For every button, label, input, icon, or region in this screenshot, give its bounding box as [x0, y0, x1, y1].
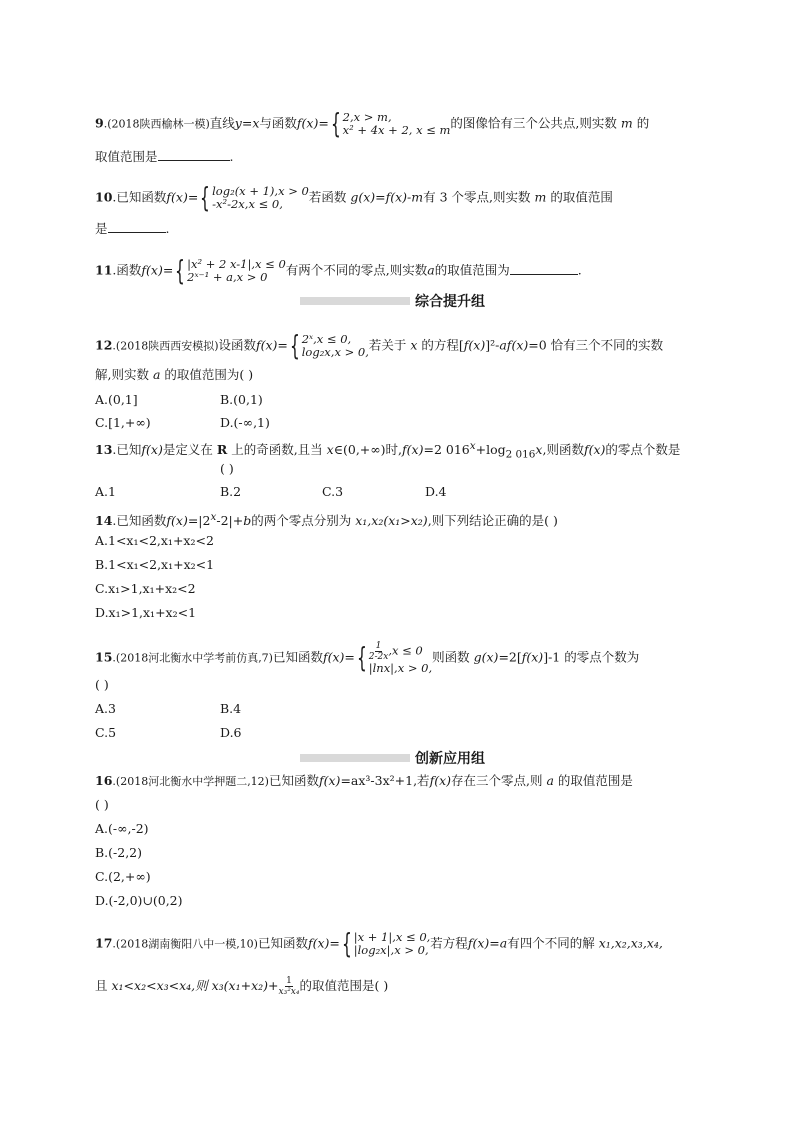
q14-option-b[interactable]: B.1<x₁<2,x₁+x₂<1: [95, 557, 215, 572]
q12-line2: [95, 367, 253, 383]
q12-text-d: ]²-: [485, 337, 500, 353]
q15-fraction: [369, 641, 389, 662]
var-fx: f(x): [521, 649, 544, 665]
q12-option-c[interactable]: C.[1,+∞): [95, 415, 151, 430]
q16-option-b[interactable]: B.(-2,2): [95, 845, 143, 860]
q13-line1: [95, 438, 680, 463]
var-x: x: [410, 337, 418, 353]
q16-paren: ( ): [95, 797, 109, 812]
q10-text-c: 有 3 个零点,则实数: [423, 189, 531, 205]
q12-text-c: 的方程[: [421, 337, 464, 353]
q13-option-d[interactable]: D.4: [425, 484, 447, 499]
q9-line1: 9.(2018陕西榆林一模)直线y=x与函数f(x)= { 2,x > m, x² + 4x + 2, x ≤ m 的图像恰有三个公共点,则实数 m 的: [95, 107, 650, 140]
q12-piecewise: { 2ˣ,x ≤ 0, log₂x,x > 0,: [289, 329, 369, 362]
q9-number: 9: [95, 115, 104, 131]
var-a: a: [546, 773, 554, 788]
q13-text-f: +log: [475, 442, 506, 458]
q16-text-d: 的取值范围是: [557, 773, 633, 788]
q12-text-e: =0 恰有三个不同的实数: [528, 337, 664, 353]
q12-line1: [95, 329, 664, 362]
q17-roots: x₁,x₂,x₃,x₄,: [598, 935, 663, 951]
q12-text-a: 设函数: [218, 337, 256, 353]
q10-text-b: 若函数: [308, 189, 347, 205]
q17-text-a: 已知函数: [257, 935, 308, 951]
q17-text-c: =: [489, 935, 500, 951]
q15-option-b[interactable]: B.4: [220, 701, 242, 716]
q15-option-c[interactable]: C.5: [95, 725, 117, 740]
q17-piecewise: { |x + 1|,x ≤ 0, |log₂x|,x > 0,: [341, 927, 431, 960]
var-y: y: [234, 115, 242, 131]
section-title: 综合提升组: [415, 294, 485, 310]
q13-option-c[interactable]: C.3: [322, 484, 344, 499]
q14-text-e: ,则下列结论正确的是( ): [427, 513, 558, 529]
q17-frac-den: x₃²x₄: [278, 987, 300, 997]
q11-f-eq: f(x)=: [141, 262, 174, 278]
q9-text-d: 的: [636, 115, 650, 131]
q12-text-b: 若关于: [368, 337, 407, 353]
q13-option-a[interactable]: A.1: [95, 484, 116, 499]
q11-case2: 2ˣ⁻¹ + a,x > 0: [187, 270, 268, 284]
q15-case2: |lnx|,x > 0,: [368, 661, 433, 675]
q13-text-i: 的零点个数是: [605, 442, 681, 458]
q13-R: R: [216, 442, 228, 458]
q16-line1: [95, 773, 633, 790]
q11-text-c: 的取值范围为: [434, 262, 510, 278]
q14-option-a[interactable]: A.1<x₁<2,x₁+x₂<2: [95, 533, 214, 548]
q11-answer-blank[interactable]: [510, 262, 578, 275]
q17-case1: |x + 1|,x ≤ 0,: [353, 930, 431, 944]
q9-case1: 2,x > m,: [342, 110, 392, 124]
q10-line2: 是 .: [95, 221, 170, 236]
q16-number: 16: [95, 773, 113, 788]
section-bar: [300, 754, 410, 762]
q14-text-b: =|2: [187, 513, 211, 529]
q15-text-a: 已知函数: [272, 649, 323, 665]
q17-source: .(2018湖南衡阳八中一模,10): [112, 937, 258, 951]
var-m: m: [534, 189, 547, 205]
q15-text-b: 则函数: [432, 649, 470, 665]
var-gx: g(x): [473, 649, 499, 665]
section-header-comprehensive: [300, 291, 540, 309]
var-fx: f(x): [141, 442, 163, 458]
q16-option-d[interactable]: D.(-2,0)∪(0,2): [95, 893, 183, 908]
q10-text-d: 的取值范围: [550, 189, 613, 205]
q17-line2c: x₃(x₁+x₂)+: [211, 978, 279, 993]
q9-f-eq: f(x)=: [296, 115, 329, 131]
var-fx: f(x): [429, 773, 451, 788]
q13-text-c: 上的奇函数,且当: [231, 442, 323, 458]
q17-fraction: [279, 976, 300, 997]
q14-line1: [95, 509, 558, 529]
q10-line2-text: 是: [95, 221, 108, 236]
q13-text-h: ,则函数: [542, 442, 584, 458]
q14-option-d[interactable]: D.x₁>1,x₁+x₂<1: [95, 605, 197, 620]
q12-case2: log₂x,x > 0,: [301, 345, 369, 359]
q16-text-b: =ax³-3x²+1,若: [340, 773, 430, 788]
q17-case2: |log₂x|,x > 0,: [353, 943, 429, 957]
q16-source: .(2018河北衡水中学押题二,12): [112, 775, 269, 788]
var-fx: f(x): [467, 935, 490, 951]
q14-number: 14: [95, 513, 113, 529]
q17-line2a: 且: [95, 978, 108, 993]
q16-text-a: 已知函数: [268, 773, 319, 788]
q11-piecewise: { |x² + 2 x-1|,x ≤ 0 2ˣ⁻¹ + a,x > 0: [175, 254, 286, 287]
var-fx: f(x): [463, 337, 486, 353]
q9-line2: 取值范围是 .: [95, 149, 234, 164]
q14-text-d: 的两个零点分别为: [251, 513, 352, 529]
var-fx: f(x): [319, 773, 341, 788]
q12-number: 12: [95, 337, 113, 353]
q10-piecewise: { log₂(x + 1),x > 0 -x²-2x,x ≤ 0,: [200, 181, 309, 214]
q12-case1: 2ˣ,x ≤ 0,: [301, 332, 352, 346]
q15-frac-num: 1: [375, 641, 382, 651]
q11-number: 11: [95, 262, 113, 278]
q14-roots: x₁,x₂(x₁>x₂): [355, 513, 428, 529]
q15-piecewise: { $\frac{1}{2-2x}$ ,x ≤ 0 |lnx|,x > 0,: [356, 641, 433, 675]
q16-option-c[interactable]: C.(2,+∞): [95, 869, 151, 884]
q12-f-eq: f(x)=: [256, 337, 288, 353]
q11-line1: 11.函数f(x)= { |x² + 2 x-1|,x ≤ 0 2ˣ⁻¹ + a,x > 0 有两个不同的零点,则实数a的取值范围为 .: [95, 254, 582, 287]
section-title: 创新应用组: [415, 751, 485, 767]
q15-number: 15: [95, 649, 113, 665]
q15-f-eq: f(x)=: [323, 649, 355, 665]
q15-option-d[interactable]: D.6: [220, 725, 242, 740]
var-x: x: [326, 442, 334, 458]
q16-option-a[interactable]: A.(-∞,-2): [95, 821, 149, 836]
var-x: x: [535, 442, 543, 458]
q10-answer-blank[interactable]: [108, 220, 166, 233]
q10-f-eq: f(x)=: [166, 189, 199, 205]
q13-paren: ( ): [220, 461, 234, 476]
var-fx: f(x): [402, 442, 424, 458]
q13-option-b[interactable]: B.2: [220, 484, 242, 499]
q13-text-b: 是定义在: [162, 442, 213, 458]
var-a: a: [152, 367, 161, 382]
q12-option-b[interactable]: B.(0,1): [220, 392, 263, 407]
q10-case1: log₂(x + 1),x > 0: [212, 184, 309, 198]
q12-option-d[interactable]: D.(-∞,1): [220, 415, 270, 430]
q15-frac-den: 2-2x: [368, 652, 389, 662]
q14-text-a: .已知函数: [112, 513, 167, 529]
var-fx: f(x): [583, 442, 606, 458]
q17-text-d: 有四个不同的解: [507, 935, 595, 951]
q9-piecewise: { 2,x > m, x² + 4x + 2, x ≤ m: [330, 107, 451, 140]
q17-number: 17: [95, 935, 113, 951]
q13-number: 13: [95, 442, 113, 458]
q15-text-c: =2[: [498, 649, 522, 665]
q9-text-c: 的图像恰有三个公共点,则实数: [450, 115, 617, 131]
q17-line2d: 的取值范围是( ): [299, 978, 389, 993]
section-bar: [300, 297, 410, 305]
q17-line2: [95, 976, 388, 997]
q17-frac-num: 1: [286, 976, 292, 986]
var-fx: f(x): [166, 513, 188, 529]
var-x: x: [252, 115, 260, 131]
q9-text-a: 直线: [209, 115, 235, 131]
section-header-innovative: [300, 748, 540, 766]
q9-answer-blank[interactable]: [158, 148, 230, 161]
q10-case2: -x²-2x,x ≤ 0,: [212, 197, 283, 211]
q13-text-e: =2 016: [423, 442, 470, 458]
q14-option-c[interactable]: C.x₁>1,x₁+x₂<2: [95, 581, 196, 596]
q12-option-a[interactable]: A.(0,1]: [95, 392, 138, 407]
q13-text-g: 2 016: [505, 448, 536, 461]
q11-text-b: 有两个不同的零点,则实数: [285, 262, 428, 278]
q15-source: .(2018河北衡水中学考前仿真,7): [112, 651, 273, 665]
q10-g-def: g(x)=f(x)-m: [350, 189, 424, 205]
var-af: af(x): [499, 337, 529, 353]
q9-case2: x² + 4x + 2, x ≤ m: [342, 123, 451, 137]
q17-text-b: 若方程: [430, 935, 468, 951]
q13-text-a: .已知: [112, 442, 142, 458]
q10-number: 10: [95, 189, 113, 205]
q9-line2-text: 取值范围是: [95, 149, 158, 164]
q12-source: .(2018陕西西安模拟): [112, 339, 219, 353]
q9-source: .(2018陕西榆林一模): [103, 117, 210, 131]
q11-case1: |x² + 2 x-1|,x ≤ 0: [187, 257, 286, 271]
var-a: a: [427, 262, 435, 278]
q15-line1: [95, 641, 639, 675]
q10-line1: [95, 181, 613, 214]
q12-line2-text: 解,则实数: [95, 367, 149, 382]
sup-x: x: [469, 440, 476, 452]
var-b: b: [243, 513, 252, 529]
q14-text-c: -2|+: [216, 513, 244, 529]
q12-line2b: 的取值范围为( ): [164, 367, 254, 382]
q17-line2b: x₁<x₂<x₃<x₄,则: [111, 978, 208, 993]
q15-case1-tail: ,x ≤ 0: [388, 643, 423, 658]
q10-text-a: .已知函数: [112, 189, 167, 205]
q17-line1: [95, 927, 663, 960]
q11-text-a: .函数: [112, 262, 142, 278]
var-a: a: [499, 935, 508, 951]
q15-text-d: ]-1 的零点个数为: [543, 649, 640, 665]
q17-f-eq: f(x)=: [308, 935, 340, 951]
q13-text-d: ∈(0,+∞)时,: [333, 442, 403, 458]
q15-option-a[interactable]: A.3: [95, 701, 116, 716]
q15-paren: ( ): [95, 677, 109, 692]
sup-x: x: [210, 511, 217, 523]
q9-text-b: 与函数: [259, 115, 297, 131]
var-m: m: [620, 115, 633, 131]
q16-text-c: 存在三个零点,则: [451, 773, 543, 788]
